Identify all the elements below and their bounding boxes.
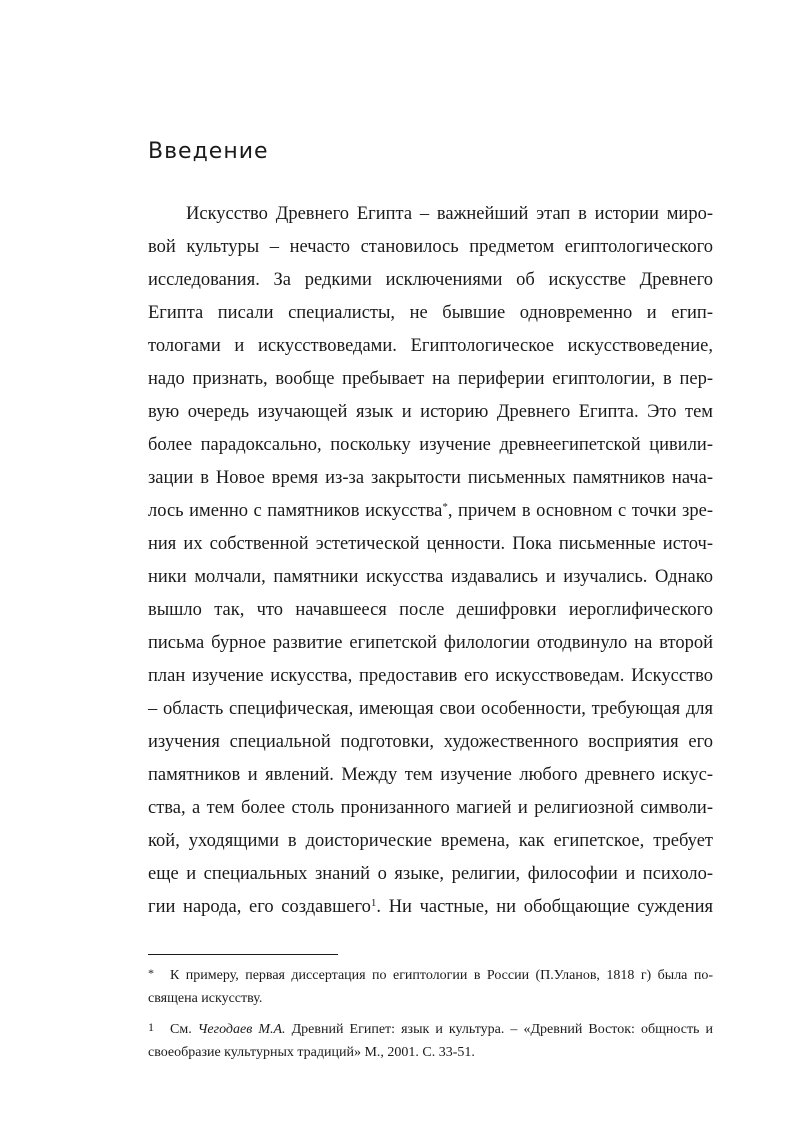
footnote-line — [148, 1015, 713, 1041]
footnote-author: Чегодаев М.А. — [197, 1022, 286, 1037]
text-line: тологами и искусствоведами. Египтологическое искусствоведение, — [148, 336, 713, 356]
text-line: – область специфическая, имеющая свои особенности, требующая для — [148, 699, 713, 719]
text-line: вую очередь изучающей язык и историю Древнего Египта. Это тем — [148, 402, 713, 422]
text-span: гии народа, его создавшего — [148, 897, 371, 917]
text-line: зации в Новое время из-за закрытости письменных памятников нача- — [148, 468, 713, 488]
text-line: исследования. За редкими исключениями об искусстве Древнего — [148, 270, 713, 290]
footnote-text: См. — [170, 1022, 192, 1037]
text-line: Искусство Древнего Египта – важнейший этап в истории миро- — [186, 204, 713, 224]
footnote-divider — [148, 954, 338, 955]
footnote-line — [148, 961, 713, 987]
text-line: письма бурное развитие египетской филологии отодвинуло на второй — [148, 633, 713, 653]
footnote-mark: 1 — [148, 1020, 154, 1034]
text-span: лось именно с памятников искусства — [148, 501, 443, 521]
footnote-ref-1[interactable]: 1 — [370, 897, 377, 909]
text-span: . Ни частные, ни обобщающие суждения — [376, 897, 713, 917]
text-line: вой культуры – нечасто становилось предметом египтологического — [148, 237, 713, 257]
text-line — [148, 893, 713, 926]
text-line: более парадоксально, поскольку изучение древнеегипетской цивили- — [148, 435, 713, 455]
text-line — [148, 497, 713, 530]
footnote-text: Древний Египет: язык и культура. – «Древний Восток: общность и — [291, 1022, 713, 1037]
footnote-ref-star[interactable]: * — [442, 501, 448, 513]
text-line: еще и специальных знаний о языке, религии, философии и психоло- — [148, 864, 713, 884]
text-line: изучения специальной подготовки, художественного восприятия его — [148, 732, 713, 752]
text-line: ники молчали, памятники искусства издавались и изучались. Однако — [148, 567, 713, 587]
text-line: план изучение искусства, предоставив его искусствоведам. Искусство — [148, 666, 713, 686]
footnote-line: своеобразие культурных традиций» М., 2001. С. 33-51. — [148, 1045, 475, 1060]
footnote-text: К примеру, первая диссертация по египтологии в России (П.Уланов, 1818 г) была по- — [170, 968, 713, 983]
text-line: надо признать, вообще пребывает на периферии египтологии, в пер- — [148, 369, 713, 389]
footnote-line: священа искусству. — [148, 991, 263, 1006]
text-line: кой, уходящими в доисторические времена, как египетское, требует — [148, 831, 713, 851]
text-line: ства, а тем более столь пронизанного магией и религиозной символи- — [148, 798, 713, 818]
footnote-mark: * — [148, 966, 154, 980]
text-line: Египта писали специалисты, не бывшие одновременно и егип- — [148, 303, 713, 323]
page-title: Введение — [148, 139, 269, 164]
footnotes — [148, 961, 713, 1067]
text-line: ния их собственной эстетической ценности. Пока письменные источ- — [148, 534, 713, 554]
text-line: вышло так, что начавшееся после дешифровки иероглифического — [148, 600, 713, 620]
text-line: памятников и явлений. Между тем изучение любого древнего искус- — [148, 765, 713, 785]
body-text — [148, 200, 713, 926]
text-span: , причем в основном с точки зре- — [447, 501, 713, 521]
